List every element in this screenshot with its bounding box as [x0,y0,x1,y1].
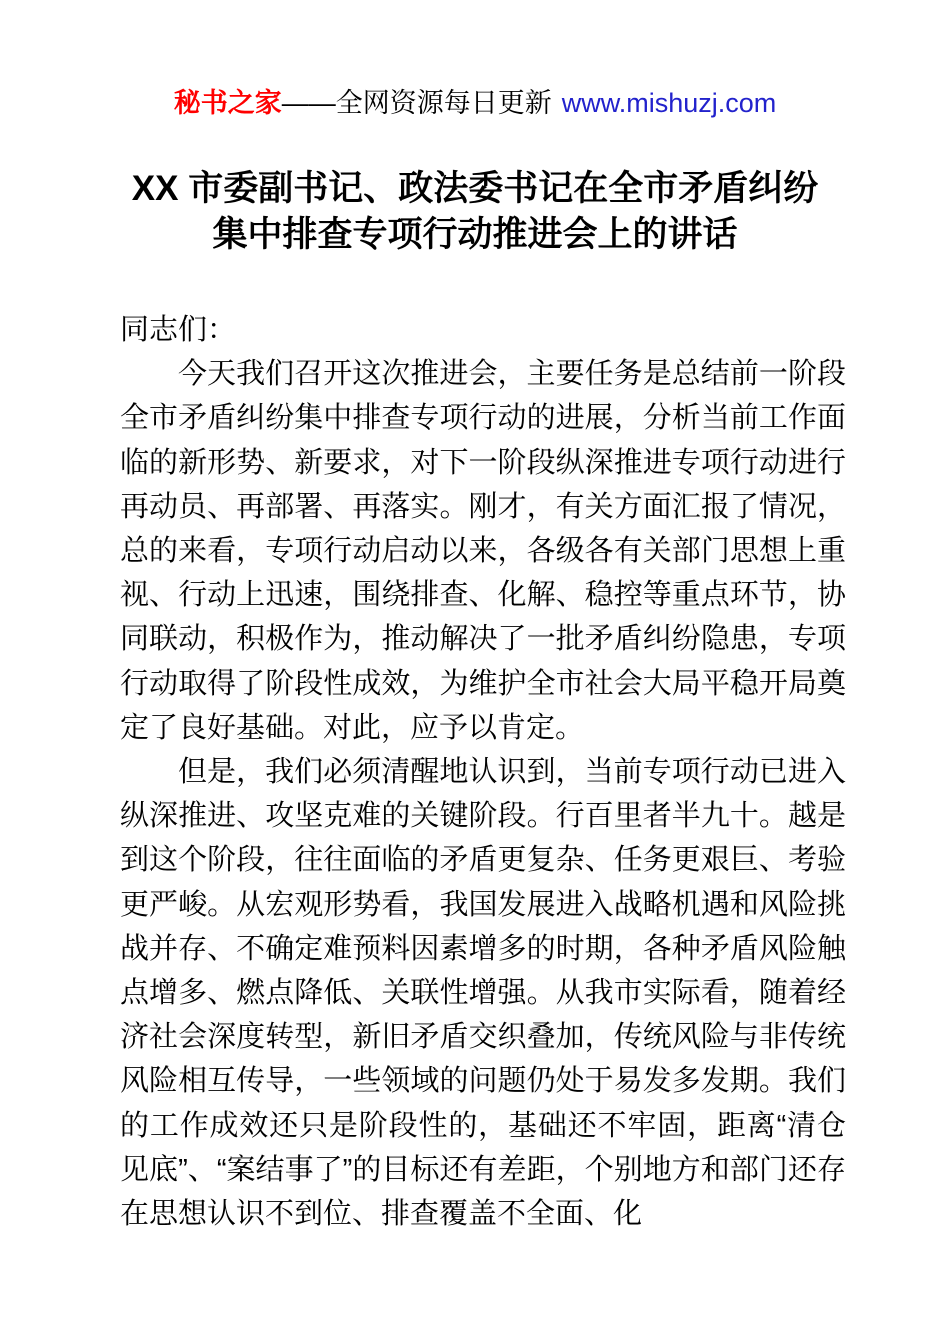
site-url-link[interactable]: www.mishuzj.com [561,88,777,118]
salutation: 同志们： [120,314,237,346]
site-tagline: ——全网资源每日更新 [281,88,552,118]
paragraph-1: 今天我们召开这次推进会，主要任务是总结前一阶段全市矛盾纠纷集中排查专项行动的进展，分析当前工作面临的新形势、新要求，对下一阶段纵深推进专项行动进行再动员、再部署、再落实。刚才，有关方面汇报了情况，总的来看，专项行动启动以来，各级各有关部门思想上重视、行动上迅速，围绕排查、化解、稳控等重点环节，协同联动，积极作为，推动解决了一批矛盾纠纷隐患，专项行动取得了阶段性成效，为维护全市社会大局平稳开局奠定了良好基础。对此，应予以肯定。 [120,358,846,744]
document-title [60,166,890,258]
paragraph-2: 但是，我们必须清醒地认识到，当前专项行动已进入纵深推进、攻坚克难的关键阶段。行百里者半九十。越是到这个阶段，往往面临的矛盾更复杂、任务更艰巨、考验更严峻。从宏观形势看，我国发展进入战略机遇和风险挑战并存、不确定难预料因素增多的时期，各种矛盾风险触点增多、燃点降低、关联性增强。从我市实际看，随着经济社会深度转型，新旧矛盾交织叠加，传统风险与非传统风险相互传导，一些领域的问题仍处于易发多发期。我们的工作成效还只是阶段性的，基础还不牢固，距离“清仓见底”、“案结事了”的目标还有差距，个别地方和部门还存在思想认识不到位、排查覆盖不全面、化 [120,756,846,1231]
document-title-line2: 集中排查专项行动推进会上的讲话 [212,215,738,254]
document-title-line1: XX 市委副书记、政法委书记在全市矛盾纠纷 [131,169,819,208]
site-header [0,87,950,119]
site-name: 秘书之家 [173,88,282,118]
document-body [120,308,846,1236]
